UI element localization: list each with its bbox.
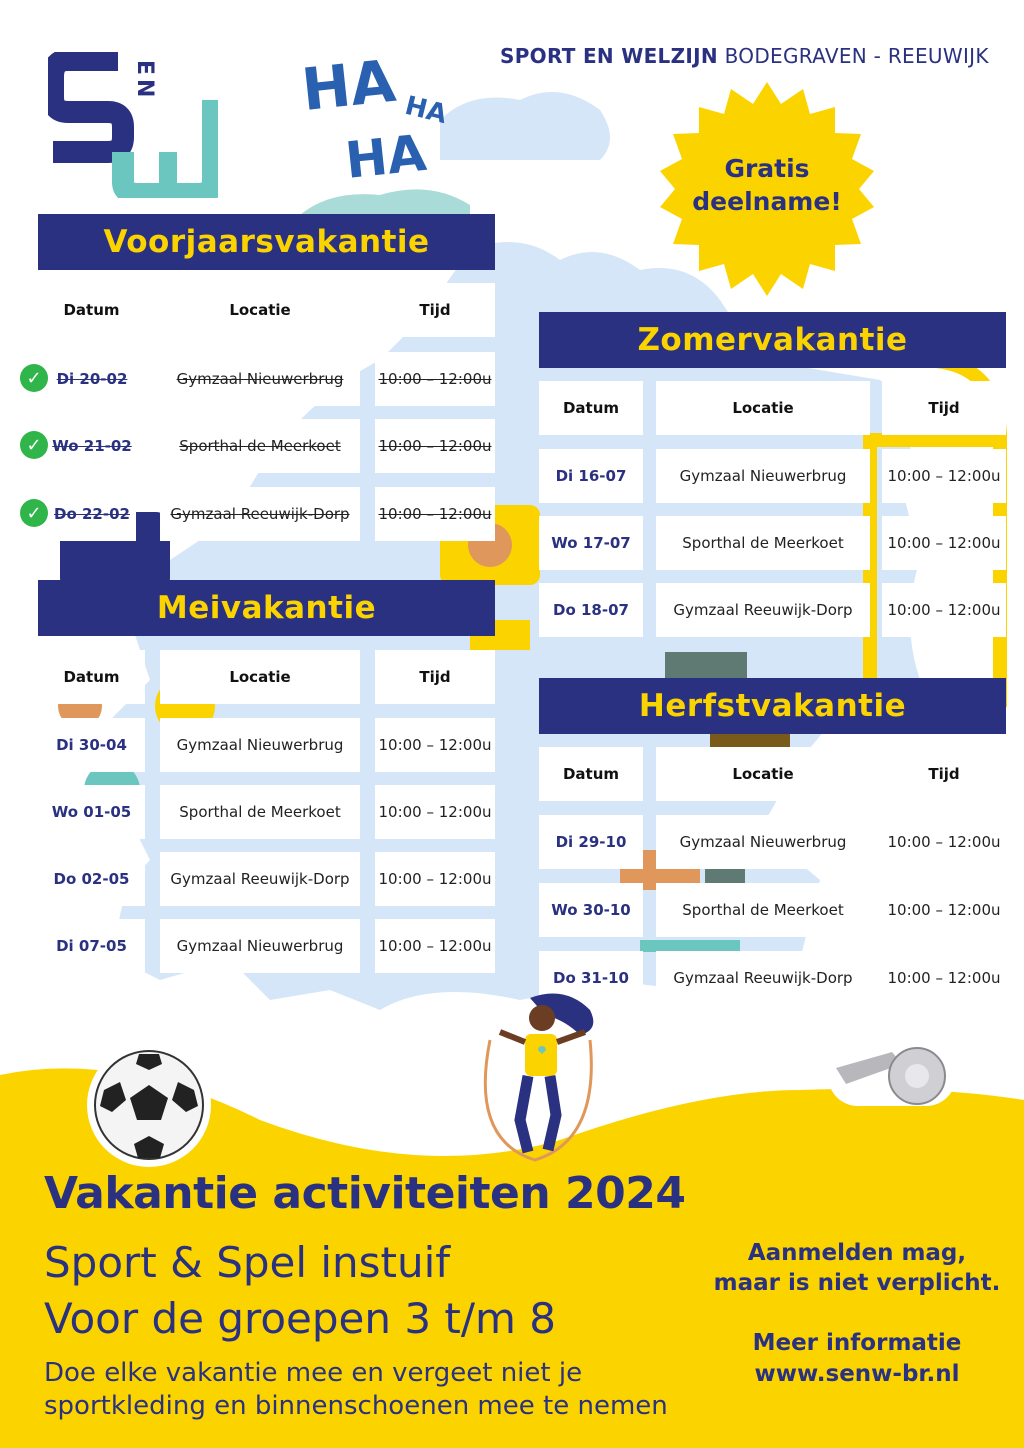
zomer-row-1-tijd: 10:00 – 12:00u [882, 449, 1006, 503]
herfst-row-1-tijd: 10:00 – 12:00u [882, 815, 1006, 869]
registration-note [700, 1238, 1014, 1298]
zomer-banner: Zomervakantie [539, 312, 1006, 368]
herfst-header-datum: Datum [539, 747, 643, 801]
zomer-row-2-locatie: Sporthal de Meerkoet [656, 516, 870, 570]
more-info-label: Meer informatie [752, 1330, 962, 1356]
org-name-bold: SPORT EN WELZIJN [500, 44, 718, 68]
voorjaar-row-1-locatie: Gymzaal Nieuwerbrug [160, 352, 360, 406]
more-info [700, 1328, 1014, 1390]
mei-row-4-datum: Di 07-05 [38, 919, 145, 973]
check-icon: ✓ [20, 499, 48, 527]
zomer-row-3-locatie: Gymzaal Reeuwijk-Dorp [656, 583, 870, 637]
organisation-name [500, 44, 989, 68]
zomer-row-1-locatie: Gymzaal Nieuwerbrug [656, 449, 870, 503]
mei-row-3-tijd: 10:00 – 12:00u [375, 852, 495, 906]
mei-header-tijd: Tijd [375, 650, 495, 704]
mei-row-2-tijd: 10:00 – 12:00u [375, 785, 495, 839]
badge-text [660, 152, 874, 218]
mei-row-1-tijd: 10:00 – 12:00u [375, 718, 495, 772]
logo-en: EN [132, 60, 157, 102]
soccer-ball-icon [84, 1040, 214, 1170]
sticker-text-1: HA [298, 46, 399, 125]
herfst-row-2-datum: Wo 30-10 [539, 883, 643, 937]
body-line-1: Doe elke vakantie mee en vergeet niet je [44, 1358, 583, 1388]
mei-header-locatie: Locatie [160, 650, 360, 704]
subtitle-line-1: Sport & Spel instuif [44, 1238, 451, 1287]
voorjaar-banner: Voorjaarsvakantie [38, 214, 495, 270]
check-icon: ✓ [20, 431, 48, 459]
zomer-header-locatie: Locatie [656, 381, 870, 435]
subtitle-line-2: Voor de groepen 3 t/m 8 [44, 1294, 557, 1343]
mei-header-datum: Datum [38, 650, 145, 704]
herfst-row-3-tijd: 10:00 – 12:00u [882, 951, 1006, 1005]
website-link[interactable]: www.senw-br.nl [754, 1361, 960, 1387]
whistle-icon [822, 1018, 967, 1118]
herfst-row-1-locatie: Gymzaal Nieuwerbrug [656, 815, 870, 869]
herfst-row-3-locatie: Gymzaal Reeuwijk-Dorp [656, 951, 870, 1005]
zomer-header-datum: Datum [539, 381, 643, 435]
herfst-row-1-datum: Di 29-10 [539, 815, 643, 869]
mei-row-2-locatie: Sporthal de Meerkoet [160, 785, 360, 839]
voorjaar-header-tijd: Tijd [375, 283, 495, 337]
voorjaar-header-locatie: Locatie [160, 283, 360, 337]
zomer-row-2-tijd: 10:00 – 12:00u [882, 516, 1006, 570]
badge-line-2: deelname! [692, 187, 842, 216]
mei-row-2-datum: Wo 01-05 [38, 785, 145, 839]
voorjaar-row-3-tijd: 10:00 – 12:00u [375, 487, 495, 541]
zomer-row-2-datum: Wo 17-07 [539, 516, 643, 570]
badge-line-1: Gratis [724, 154, 810, 183]
zomer-header-tijd: Tijd [882, 381, 1006, 435]
mei-row-3-locatie: Gymzaal Reeuwijk-Dorp [160, 852, 360, 906]
voorjaar-row-3-locatie: Gymzaal Reeuwijk-Dorp [160, 487, 360, 541]
mei-row-1-datum: Di 30-04 [38, 718, 145, 772]
herfst-row-3-datum: Do 31-10 [539, 951, 643, 1005]
voorjaar-row-1-tijd: 10:00 – 12:00u [375, 352, 495, 406]
herfst-row-2-tijd: 10:00 – 12:00u [882, 883, 1006, 937]
voorjaar-row-2-locatie: Sporthal de Meerkoet [160, 419, 360, 473]
zomer-row-1-datum: Di 16-07 [539, 449, 643, 503]
zomer-row-3-datum: Do 18-07 [539, 583, 643, 637]
voorjaar-row-3-datum: Do 22-02 [48, 487, 136, 541]
sticker-text-2: HA [401, 90, 450, 131]
main-title: Vakantie activiteiten 2024 [44, 1168, 686, 1219]
voorjaar-row-2-tijd: 10:00 – 12:00u [375, 419, 495, 473]
mei-row-4-locatie: Gymzaal Nieuwerbrug [160, 919, 360, 973]
voorjaar-row-2-datum: Wo 21-02 [48, 419, 136, 473]
herfst-header-locatie: Locatie [656, 747, 870, 801]
body-line-2: sportkleding en binnenschoenen mee te nemen [44, 1391, 668, 1421]
herfst-header-tijd: Tijd [882, 747, 1006, 801]
zomer-row-3-tijd: 10:00 – 12:00u [882, 583, 1006, 637]
voorjaar-header-datum: Datum [38, 283, 145, 337]
jump-rope-girl-illustration [470, 990, 610, 1175]
haha-sticker [291, 40, 476, 207]
mei-row-1-locatie: Gymzaal Nieuwerbrug [160, 718, 360, 772]
sticker-text-3: HA [342, 123, 429, 190]
registration-note-line-1: Aanmelden mag, [747, 1240, 967, 1266]
mei-row-3-datum: Do 02-05 [38, 852, 145, 906]
check-icon: ✓ [20, 364, 48, 392]
mei-banner: Meivakantie [38, 580, 495, 636]
herfst-row-2-locatie: Sporthal de Meerkoet [656, 883, 870, 937]
voorjaar-row-1-datum: Di 20-02 [48, 352, 136, 406]
herfst-banner: Herfstvakantie [539, 678, 1006, 734]
senw-logo [48, 52, 218, 198]
org-name-rest: BODEGRAVEN - REEUWIJK [724, 44, 989, 68]
registration-note-line-2: maar is niet verplicht. [713, 1270, 1001, 1296]
mei-row-4-tijd: 10:00 – 12:00u [375, 919, 495, 973]
